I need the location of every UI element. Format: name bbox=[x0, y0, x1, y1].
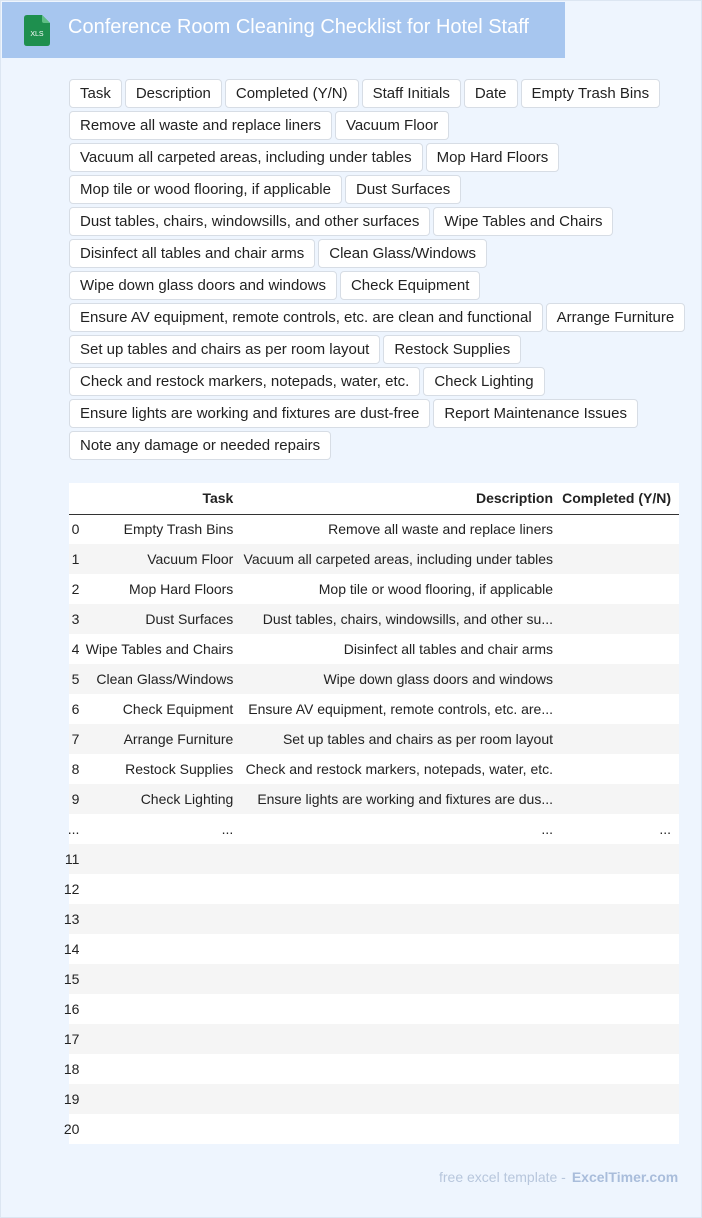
field-chip: Vacuum all carpeted areas, including under tables bbox=[69, 143, 423, 172]
task-cell: Empty Trash Bins bbox=[123, 521, 234, 538]
completed-cell bbox=[561, 844, 679, 874]
description-cell: Check and restock markers, notepads, water, etc. bbox=[245, 761, 554, 777]
field-chip: Task bbox=[69, 79, 122, 108]
table-row bbox=[69, 1084, 679, 1114]
task-cell: Dust Surfaces bbox=[79, 604, 241, 634]
field-chip: Dust Surfaces bbox=[345, 175, 461, 204]
field-chip: Remove all waste and replace liners bbox=[69, 111, 332, 140]
row-index-label: 17 bbox=[63, 1031, 80, 1047]
completed-cell bbox=[561, 874, 679, 904]
completed-cell bbox=[561, 574, 679, 604]
row-index bbox=[69, 604, 79, 634]
page-title: Conference Room Cleaning Checklist for Hotel Staff bbox=[68, 16, 529, 38]
completed-cell bbox=[561, 604, 679, 634]
task-cell bbox=[79, 1054, 241, 1084]
row-index-label: 1 bbox=[71, 551, 80, 567]
description-cell bbox=[241, 1114, 561, 1144]
completed-cell bbox=[561, 694, 679, 724]
completed-cell bbox=[561, 754, 679, 784]
completed-cell bbox=[561, 514, 679, 544]
description-cell bbox=[241, 994, 561, 1024]
row-index-label: 5 bbox=[71, 671, 80, 687]
table-row bbox=[69, 874, 679, 904]
task-cell bbox=[79, 1114, 241, 1144]
row-index bbox=[69, 634, 79, 664]
field-chip-list bbox=[69, 79, 689, 460]
table-row bbox=[69, 1024, 679, 1054]
table-row bbox=[69, 574, 679, 604]
index-header bbox=[69, 483, 79, 514]
row-index-label: 14 bbox=[63, 941, 80, 957]
completed-cell bbox=[561, 994, 679, 1024]
field-chip: Note any damage or needed repairs bbox=[69, 431, 331, 460]
field-chip: Completed (Y/N) bbox=[225, 79, 359, 108]
description-cell: Ensure lights are working and fixtures are dus... bbox=[241, 784, 561, 814]
row-index-label: 16 bbox=[63, 1001, 80, 1017]
task-cell bbox=[79, 874, 241, 904]
row-index-label: 2 bbox=[71, 581, 80, 597]
task-cell: Clean Glass/Windows bbox=[79, 664, 241, 694]
description-cell bbox=[241, 1024, 561, 1054]
task-cell: Check Equipment bbox=[122, 701, 234, 717]
completed-cell bbox=[561, 1054, 679, 1084]
table-row bbox=[69, 934, 679, 964]
table-row bbox=[69, 814, 679, 844]
table-row bbox=[69, 724, 679, 754]
table-row bbox=[69, 514, 679, 544]
completed-cell bbox=[561, 904, 679, 934]
excel-icon-label: XLS bbox=[30, 31, 44, 38]
row-index-label: 12 bbox=[63, 881, 80, 897]
description-cell: Remove all waste and replace liners bbox=[328, 521, 554, 538]
row-index bbox=[63, 1054, 80, 1084]
description-cell: Wipe down glass doors and windows bbox=[241, 664, 561, 694]
completed-cell bbox=[561, 1084, 679, 1114]
table-row bbox=[69, 634, 679, 664]
row-index bbox=[64, 844, 80, 874]
row-index bbox=[63, 874, 80, 904]
completed-cell bbox=[561, 724, 679, 754]
description-cell: Ensure AV equipment, remote controls, etc. are... bbox=[248, 701, 554, 717]
task-cell: Mop Hard Floors bbox=[129, 581, 234, 597]
row-index bbox=[63, 1114, 80, 1144]
row-index bbox=[69, 574, 79, 604]
task-cell bbox=[79, 964, 241, 994]
task-cell bbox=[79, 1024, 241, 1054]
description-cell bbox=[241, 1084, 561, 1114]
row-index bbox=[63, 934, 80, 964]
field-chip: Staff Initials bbox=[362, 79, 461, 108]
field-chip: Clean Glass/Windows bbox=[318, 239, 487, 268]
completed-cell bbox=[561, 934, 679, 964]
row-index-label: 6 bbox=[71, 701, 80, 717]
task-column-header: Task bbox=[79, 483, 241, 514]
excel-file-icon bbox=[24, 15, 50, 46]
footer-credit bbox=[439, 1169, 678, 1185]
row-index bbox=[69, 544, 79, 574]
table-row bbox=[69, 544, 679, 574]
completed-cell bbox=[561, 664, 679, 694]
table-header-row bbox=[69, 483, 679, 514]
row-index bbox=[69, 754, 79, 784]
row-index-label: 0 bbox=[71, 521, 80, 538]
table-row bbox=[69, 904, 679, 934]
field-chip: Mop Hard Floors bbox=[426, 143, 560, 172]
description-cell bbox=[241, 964, 561, 994]
row-index-label: 20 bbox=[63, 1121, 80, 1137]
field-chip: Description bbox=[125, 79, 222, 108]
row-index-label: 15 bbox=[63, 971, 80, 987]
description-cell: ... bbox=[541, 821, 554, 837]
field-chip: Wipe Tables and Chairs bbox=[433, 207, 613, 236]
field-chip: Dust tables, chairs, windowsills, and other surfaces bbox=[69, 207, 430, 236]
table-row bbox=[69, 784, 679, 814]
field-chip: Ensure lights are working and fixtures are dust-free bbox=[69, 399, 430, 428]
completed-cell: ... bbox=[659, 821, 671, 837]
row-index bbox=[69, 514, 79, 544]
description-cell bbox=[241, 844, 561, 874]
field-chip: Arrange Furniture bbox=[546, 303, 686, 332]
field-chip: Set up tables and chairs as per room layout bbox=[69, 335, 380, 364]
task-cell bbox=[79, 844, 241, 874]
table-row bbox=[69, 664, 679, 694]
row-index-label: 8 bbox=[71, 761, 80, 777]
field-chip: Wipe down glass doors and windows bbox=[69, 271, 337, 300]
row-index bbox=[69, 814, 79, 844]
description-cell: Dust tables, chairs, windowsills, and other su... bbox=[241, 604, 561, 634]
description-cell: Mop tile or wood flooring, if applicable bbox=[318, 581, 554, 597]
task-cell: Restock Supplies bbox=[125, 761, 234, 777]
task-cell bbox=[79, 904, 241, 934]
field-chip: Restock Supplies bbox=[383, 335, 521, 364]
task-cell: ... bbox=[221, 821, 234, 837]
task-cell bbox=[79, 1084, 241, 1114]
description-cell bbox=[241, 874, 561, 904]
title-bar bbox=[2, 2, 565, 58]
table-row bbox=[69, 694, 679, 724]
row-index-label: 19 bbox=[63, 1091, 80, 1107]
row-index bbox=[63, 1084, 80, 1114]
field-chip: Empty Trash Bins bbox=[521, 79, 661, 108]
completed-cell bbox=[561, 964, 679, 994]
task-cell: Check Lighting bbox=[79, 784, 241, 814]
completed-cell bbox=[561, 1114, 679, 1144]
completed-cell bbox=[561, 784, 679, 814]
field-chip: Check Equipment bbox=[340, 271, 480, 300]
field-chip: Disinfect all tables and chair arms bbox=[69, 239, 315, 268]
row-index-label: 13 bbox=[63, 911, 80, 927]
table-row bbox=[69, 844, 679, 874]
completed-column-header: Completed (Y/N) bbox=[561, 483, 679, 514]
row-index bbox=[63, 964, 80, 994]
table-row bbox=[69, 994, 679, 1024]
table-row bbox=[69, 1114, 679, 1144]
field-chip: Date bbox=[464, 79, 518, 108]
row-index bbox=[69, 694, 79, 724]
row-index-label: 4 bbox=[71, 641, 80, 657]
row-index-label: 7 bbox=[71, 731, 80, 747]
row-index-label: 3 bbox=[71, 611, 80, 627]
task-cell bbox=[79, 934, 241, 964]
field-chip: Check Lighting bbox=[423, 367, 544, 396]
row-index bbox=[69, 724, 79, 754]
footer-prefix: free excel template - bbox=[439, 1169, 566, 1185]
description-cell: Set up tables and chairs as per room layout bbox=[241, 724, 561, 754]
description-column-header: Description bbox=[241, 483, 561, 514]
description-cell: Vacuum all carpeted areas, including under tables bbox=[241, 544, 561, 574]
checklist-table bbox=[63, 483, 679, 1144]
completed-cell bbox=[561, 634, 679, 664]
row-index-label: 18 bbox=[63, 1061, 80, 1077]
table-row bbox=[69, 1054, 679, 1084]
field-chip: Mop tile or wood flooring, if applicable bbox=[69, 175, 342, 204]
field-chip: Report Maintenance Issues bbox=[433, 399, 638, 428]
footer-brand-link[interactable]: ExcelTimer.com bbox=[571, 1169, 679, 1185]
row-index-label: ... bbox=[67, 821, 80, 837]
task-cell: Arrange Furniture bbox=[79, 724, 241, 754]
row-index bbox=[63, 1024, 80, 1054]
row-index bbox=[69, 784, 79, 814]
description-cell: Disinfect all tables and chair arms bbox=[343, 641, 554, 657]
task-cell bbox=[79, 994, 241, 1024]
description-cell bbox=[241, 1054, 561, 1084]
table-row bbox=[69, 604, 679, 634]
field-chip: Ensure AV equipment, remote controls, etc. are clean and functional bbox=[69, 303, 543, 332]
field-chip: Check and restock markers, notepads, water, etc. bbox=[69, 367, 420, 396]
row-index bbox=[69, 664, 79, 694]
task-cell: Wipe Tables and Chairs bbox=[85, 641, 234, 657]
row-index bbox=[63, 994, 80, 1024]
description-cell bbox=[241, 904, 561, 934]
completed-cell bbox=[561, 1024, 679, 1054]
task-cell: Vacuum Floor bbox=[79, 544, 241, 574]
description-cell bbox=[241, 934, 561, 964]
table-row bbox=[69, 964, 679, 994]
completed-cell bbox=[561, 544, 679, 574]
field-chip: Vacuum Floor bbox=[335, 111, 449, 140]
row-index bbox=[63, 904, 80, 934]
row-index-label: 9 bbox=[71, 791, 80, 807]
row-index-label: 11 bbox=[64, 851, 80, 867]
table-row bbox=[69, 754, 679, 784]
